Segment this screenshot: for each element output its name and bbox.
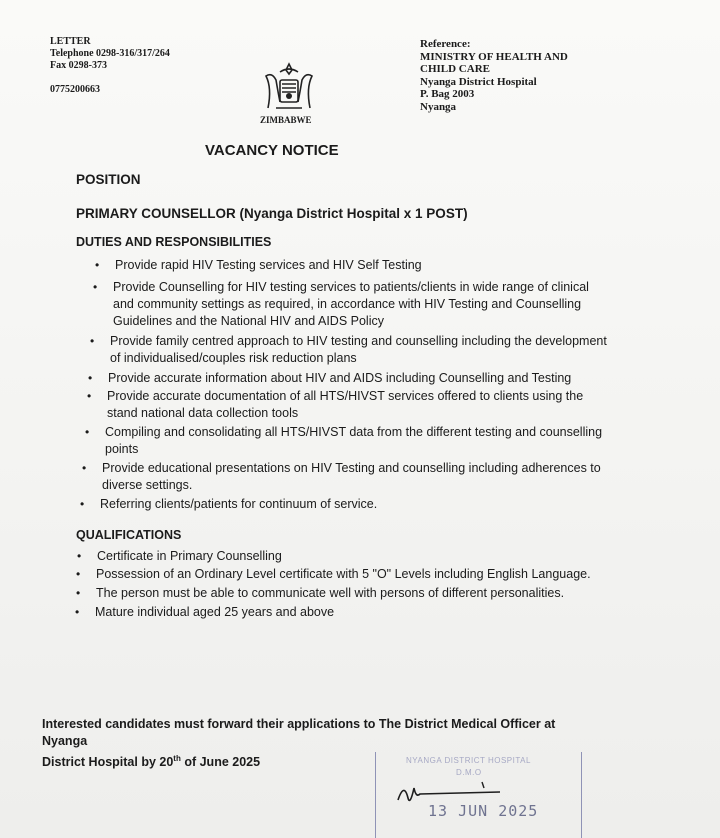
position-heading: POSITION [76, 172, 141, 187]
duties-heading: DUTIES AND RESPONSIBILITIES [76, 235, 272, 249]
qualification-item: • Mature individual aged 25 years and above [75, 605, 335, 619]
bullet-icon: • [76, 567, 81, 581]
qualifications-heading: QUALIFICATIONS [76, 528, 182, 542]
telephone: Telephone 0298-316/317/264 [50, 48, 170, 59]
qualification-item: • Certificate in Primary Counselling [77, 549, 282, 563]
stamp-hospital-name: NYANGA DISTRICT HOSPITAL [406, 756, 531, 765]
bullet-icon: • [77, 549, 82, 563]
post-title: PRIMARY COUNSELLOR (Nyanga District Hospital x 1 POST) [76, 206, 468, 221]
bullet-icon: • [80, 497, 85, 511]
postal-bag: P. Bag 2003 [420, 88, 475, 100]
footer-line-2: District Hospital by 20th of June 2025 [42, 754, 261, 770]
town: Nyanga [420, 100, 457, 113]
duty-item: • Provide family centred approach to HIV testing and counselling including the development of individualised/couples risk reduction plans [90, 334, 607, 365]
bullet-icon: • [82, 461, 87, 475]
letter-label: LETTER [50, 36, 91, 47]
duty-item: • Provide educational presentations on HIV Testing and counselling including adherences to diverse settings. [82, 461, 601, 492]
bullet-icon: • [95, 258, 100, 272]
bullet-icon: • [87, 389, 92, 403]
bullet-icon: • [76, 586, 81, 600]
bullet-icon: • [93, 280, 98, 294]
date-stamp [375, 752, 582, 838]
qualification-item: • The person must be able to communicate well with persons of different personalities. [76, 586, 565, 600]
country-label: ZIMBABWE [260, 115, 312, 125]
duty-item: • Referring clients/patients for continuum of service. [80, 497, 378, 511]
ministry-line-1: MINISTRY OF HEALTH AND [420, 50, 568, 63]
duty-item: • Provide accurate information about HIV and AIDS including Counselling and Testing [88, 371, 572, 385]
zimbabwe-coat-of-arms-icon [258, 58, 320, 112]
ministry-line-2: CHILD CARE [420, 63, 490, 75]
duty-item: • Provide accurate documentation of all HTS/HIVST services offered to clients using the stand national data collection tools [87, 389, 584, 420]
qualification-item: • Possession of an Ordinary Level certificate with 5 "O" Levels including English Language. [76, 567, 591, 581]
reference-label: Reference: [420, 38, 471, 50]
footer-line-1: Interested candidates must forward their applications to The District Medical Officer at Nyanga [42, 717, 556, 748]
hospital-name: Nyanga District Hospital [420, 75, 537, 88]
duty-item: • Provide rapid HIV Testing services and HIV Self Testing [95, 258, 422, 272]
bullet-icon: • [85, 425, 90, 439]
stamp-date: 13 JUN 2025 [428, 802, 539, 820]
bullet-icon: • [90, 334, 95, 348]
page-title: VACANCY NOTICE [205, 142, 339, 159]
duty-item: • Provide Counselling for HIV testing services to patients/clients in wide range of clinical and community settings as required, in accordance with HIV Testing and Counselling Guidelines and the National HIV and AIDS Policy [93, 280, 589, 328]
bullet-icon: • [75, 605, 80, 619]
duty-item: • Compiling and consolidating all HTS/HIVST data from the different testing and counselling points [85, 425, 603, 456]
letterhead-right [420, 38, 568, 113]
mobile-phone: 0775200663 [50, 84, 100, 95]
bullet-icon: • [88, 371, 93, 385]
stamp-office: D.M.O [456, 768, 482, 777]
letterhead-left [50, 36, 170, 96]
fax: Fax 0298-373 [50, 60, 107, 71]
